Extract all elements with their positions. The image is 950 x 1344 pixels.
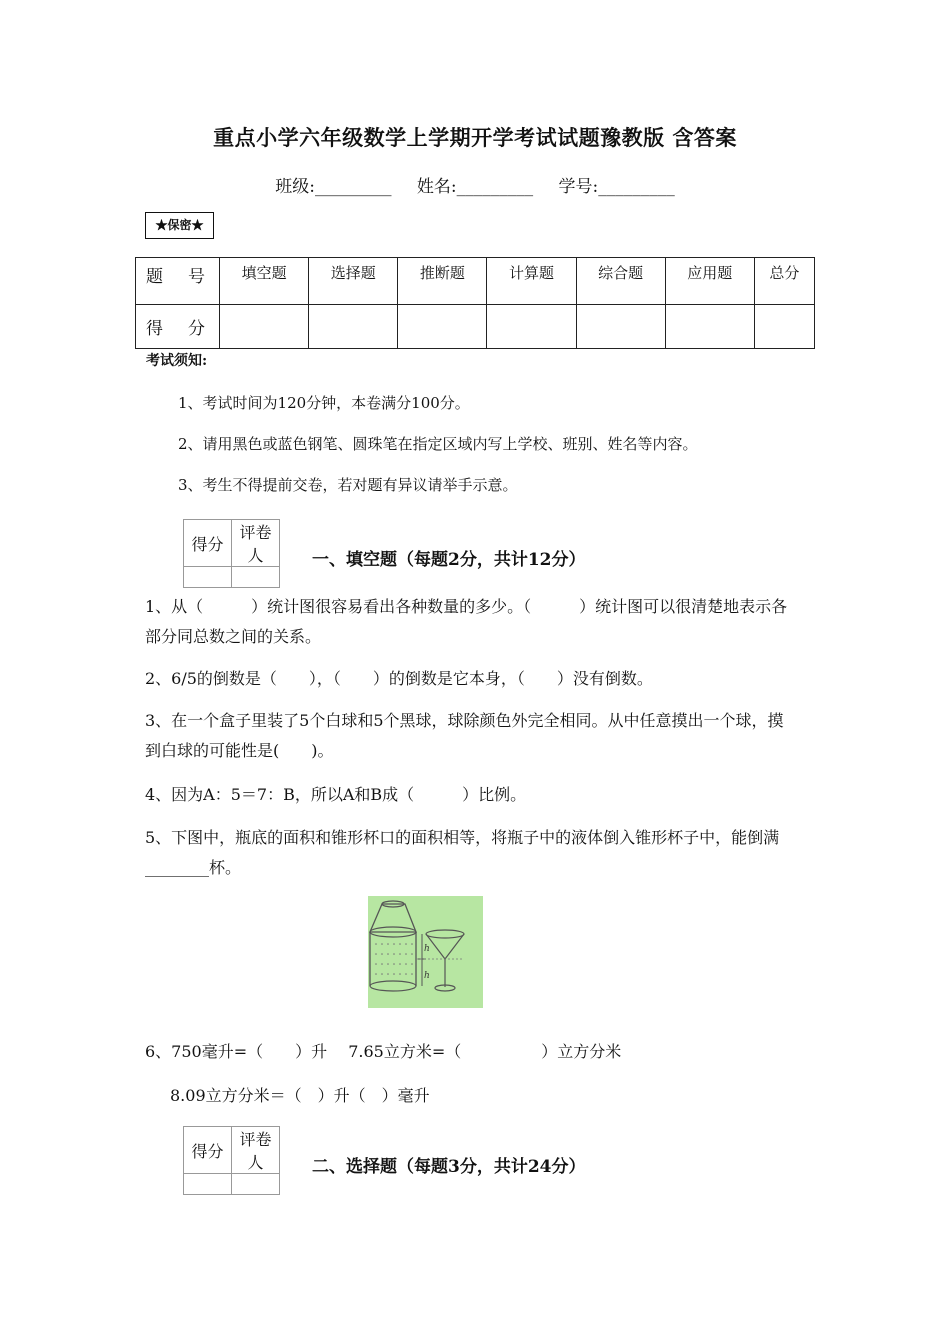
score-table-row-label: 得 分	[136, 305, 220, 349]
score-table-header: 应用题	[665, 258, 754, 305]
score-table-header: 综合题	[576, 258, 665, 305]
question-6-line2: 8.09立方分米＝（ ）升（ ）毫升	[170, 1086, 430, 1105]
notice-item: 1、考试时间为120分钟，本卷满分100分。	[178, 394, 470, 412]
notice-item: 3、考生不得提前交卷，若对题有异议请举手示意。	[178, 476, 518, 494]
score-cell[interactable]	[487, 305, 576, 349]
score-table-header-row	[136, 258, 815, 305]
grader-score-cell[interactable]	[184, 567, 232, 588]
notice-item: 2、请用黑色或蓝色钢笔、圆珠笔在指定区域内写上学校、班别、姓名等内容。	[178, 435, 698, 453]
score-table-score-row	[136, 305, 815, 349]
score-cell[interactable]	[309, 305, 398, 349]
grader-score-label: 得分	[184, 520, 232, 567]
question-6-line1: 6、750毫升=（ ）升 7.65立方米=（ ）立方分米	[145, 1042, 622, 1061]
score-cell[interactable]	[665, 305, 754, 349]
grader-score-label: 得分	[184, 1127, 232, 1174]
question-5-line1: 5、下图中，瓶底的面积和锥形杯口的面积相等，将瓶子中的液体倒入锥形杯子中，能倒满	[145, 828, 780, 847]
grader-box	[183, 1126, 280, 1195]
score-cell[interactable]	[576, 305, 665, 349]
section-heading: 一、填空题（每题2分，共计12分）	[312, 550, 586, 570]
grader-name-cell[interactable]	[232, 1174, 280, 1195]
class-field[interactable]: 班级:_________	[275, 177, 392, 197]
grader-box	[183, 519, 280, 588]
notice-title: 考试须知:	[146, 353, 208, 369]
height-label-2: h	[424, 971, 430, 981]
bottle-cone-diagram	[368, 896, 483, 1008]
grader-name-label: 评卷人	[232, 1127, 280, 1174]
question-3-line2: 到白球的可能性是( )。	[145, 741, 334, 760]
section-heading: 二、选择题（每题3分，共计24分）	[312, 1157, 586, 1177]
score-table-header: 总分	[754, 258, 814, 305]
grader-name-cell[interactable]	[232, 567, 280, 588]
grader-name-label: 评卷人	[232, 520, 280, 567]
score-cell[interactable]	[220, 305, 309, 349]
secret-badge: ★保密★	[145, 212, 214, 239]
bottle-and-cone-figure	[368, 896, 483, 1008]
question-1-line2: 部分同总数之间的关系。	[145, 627, 322, 646]
id-field[interactable]: 学号:_________	[558, 177, 675, 197]
score-table-header: 推断题	[398, 258, 487, 305]
page-title: 重点小学六年级数学上学期开学考试试题豫教版 含答案	[213, 125, 737, 150]
score-table-header-label: 题 号	[136, 258, 220, 305]
question-4: 4、因为A：5＝7：B，所以A和B成（ ）比例。	[145, 785, 527, 804]
question-3-line1: 3、在一个盒子里装了5个白球和5个黑球，球除颜色外完全相同。从中任意摸出一个球，摸	[145, 711, 784, 730]
grader-score-cell[interactable]	[184, 1174, 232, 1195]
question-2: 2、6/5的倒数是（ ），（ ）的倒数是它本身，（ ）没有倒数。	[145, 669, 653, 688]
score-table-header: 计算题	[487, 258, 576, 305]
student-info	[0, 172, 950, 197]
name-field[interactable]: 姓名:_________	[416, 177, 534, 197]
question-5-line2: ________杯。	[145, 858, 242, 877]
score-table-header: 选择题	[309, 258, 398, 305]
question-1-line1: 1、从（ ）统计图很容易看出各种数量的多少。（ ）统计图可以很清楚地表示各	[145, 597, 788, 616]
score-table	[135, 257, 815, 349]
score-table-header: 填空题	[220, 258, 309, 305]
score-cell[interactable]	[754, 305, 814, 349]
score-cell[interactable]	[398, 305, 487, 349]
height-label-1: h	[424, 944, 430, 954]
